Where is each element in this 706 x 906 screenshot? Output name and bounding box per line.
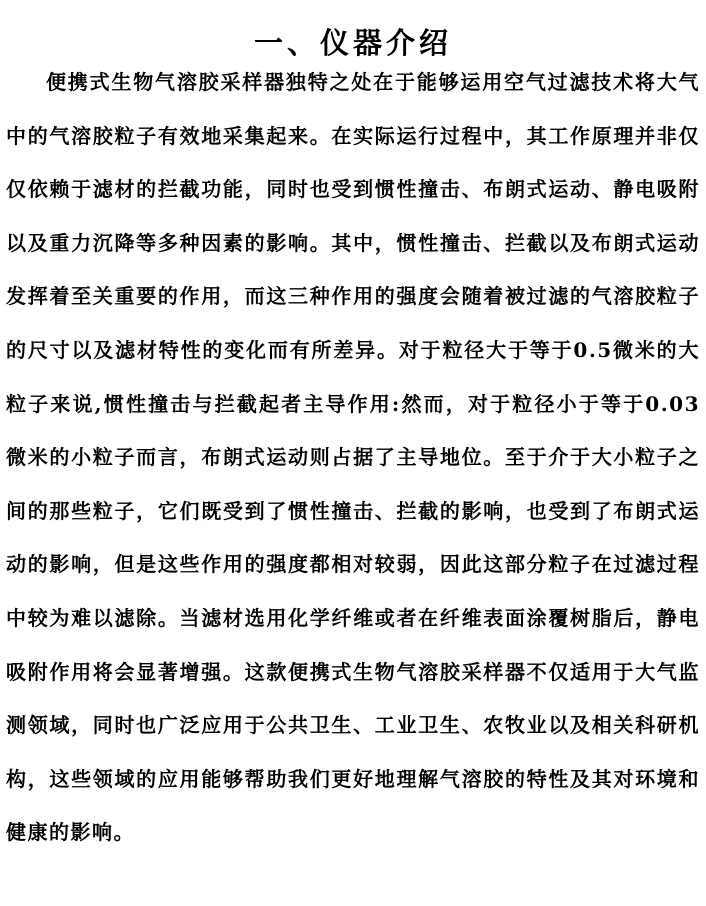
section-title: 一、仪器介绍: [253, 26, 452, 61]
body-paragraph: 便携式生物气溶胶采样器独特之处在于能够运用空气过滤技术将大气中的气溶胶粒子有效地采集起来。在实际运行过程中，其工作原理并非仅仅依赖于滤材的拦截功能，同时也受到惯性撞击、布朗式运动、静电吸附以及重力沉降等多种因素的影响。其中，惯性撞击、拦截以及布朗式运动发挥着至关重要的作用，而这三种作用的强度会随着被过滤的气溶胶粒子的尺寸以及滤材特性的变化而有所差异。对于粒径大于等于0.5微米的大粒子来说,惯性撞击与拦截起者主导作用:然而，对于粒径小于等于0.03微米的小粒子而言，布朗式运动则占据了主导地位。至于介于大小粒子之间的那些粒子，它们既受到了惯性撞击、拦截的影响，也受到了布朗式运动的影响，但是这些作用的强度都相对较弱，因此这部分粒子在过滤过程中较为难以滤除。当滤材选用化学纤维或者在纤维表面涂覆树脂后，静电吸附作用将会显著增强。这款便携式生物气溶胶采样器不仅适用于大气监测领域，同时也广泛应用于公共卫生、工业卫生、农牧业以及相关科研机构，这些领域的应用能够帮助我们更好地理解气溶胶的特性及其对环境和健康的影响。: [6, 70, 700, 845]
